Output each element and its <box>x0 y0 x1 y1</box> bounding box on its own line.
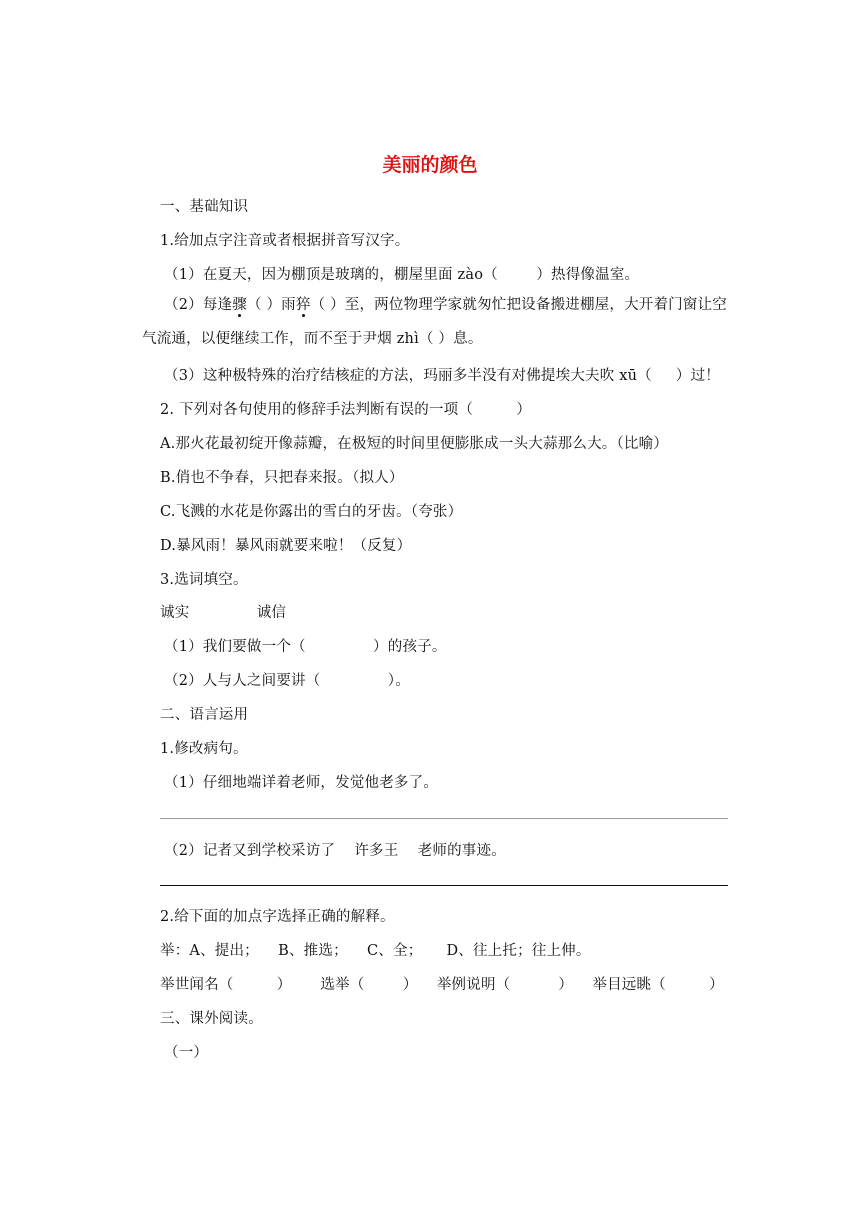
q3-item-1: （1）我们要做一个（ ）的孩子。 <box>164 639 447 655</box>
q2-stem: 2. 下列对各句使用的修辞手法判断有误的一项（ ） <box>160 402 532 418</box>
s2-q2-items: 举世闻名（ ） 选举（ ） 举例说明（ ） 举目远眺（ ） <box>160 977 724 993</box>
q1-item-2-dotted-char-2: 猝 <box>295 297 311 313</box>
s2-q1-item-1: （1）仔细地端详着老师，发觉他老多了。 <box>164 775 439 791</box>
q1-item-2-text-a: （2）每逢 <box>164 297 233 313</box>
section-1-heading: 一、基础知识 <box>160 199 249 215</box>
q2-option-b: B.俏也不争春，只把春来报。（拟人） <box>160 470 404 486</box>
section-2-heading: 二、语言运用 <box>160 707 249 723</box>
answer-line-1 <box>160 818 728 819</box>
q1-item-3: （3）这种极特殊的治疗结核症的方法，玛丽多半没有对佛提埃大夫吹 xū（ ）过！ <box>164 368 720 384</box>
q1-item-2 <box>142 288 732 356</box>
s2-q1-item-2: （2）记者又到学校采访了 许多王 老师的事迹。 <box>164 843 506 859</box>
page-title: 美丽的颜色 <box>382 154 478 176</box>
q2-option-c: C.飞溅的水花是你露出的雪白的牙齿。（夸张） <box>160 504 463 520</box>
q1-item-1: （1）在夏天，因为棚顶是玻璃的，棚屋里面 zào（ ）热得像温室。 <box>164 267 640 283</box>
q1-item-2-dotted-char-1: 骤 <box>232 297 247 313</box>
q2-option-a: A.那火花最初绽开像蒜瓣，在极短的时间里便膨胀成一头大蒜那么大。（比喻） <box>160 436 669 452</box>
q1-item-2-text-c: （ ）至，两位物理学家就匆忙把设备搬进棚屋，大开着门窗让空气流通，以便继续工作，而不至于尹烟 zhì（ ）息。 <box>142 297 727 347</box>
q1-stem: 1.给加点字注音或者根据拼音写汉字。 <box>160 233 410 249</box>
s2-q1-stem: 1.修改病句。 <box>160 741 248 757</box>
q1-item-2-text-b: （ ）雨 <box>246 297 296 313</box>
q2-option-d: D.暴风雨！暴风雨就要来啦！（反复） <box>160 538 412 554</box>
q3-item-2: （2）人与人之间要讲（ ）。 <box>164 673 410 689</box>
q3-word-choices: 诚实 诚信 <box>160 605 287 621</box>
answer-line-2 <box>160 885 728 886</box>
section-3-heading: 三、课外阅读。 <box>160 1011 263 1027</box>
section-3-subheading: （一） <box>164 1045 209 1061</box>
s2-q2-options: 举：A、提出； B、推选； C、全； D、往上托；往上伸。 <box>160 943 591 959</box>
s2-q2-stem: 2.给下面的加点字选择正确的解释。 <box>160 909 395 925</box>
q3-stem: 3.选词填空。 <box>160 572 248 588</box>
